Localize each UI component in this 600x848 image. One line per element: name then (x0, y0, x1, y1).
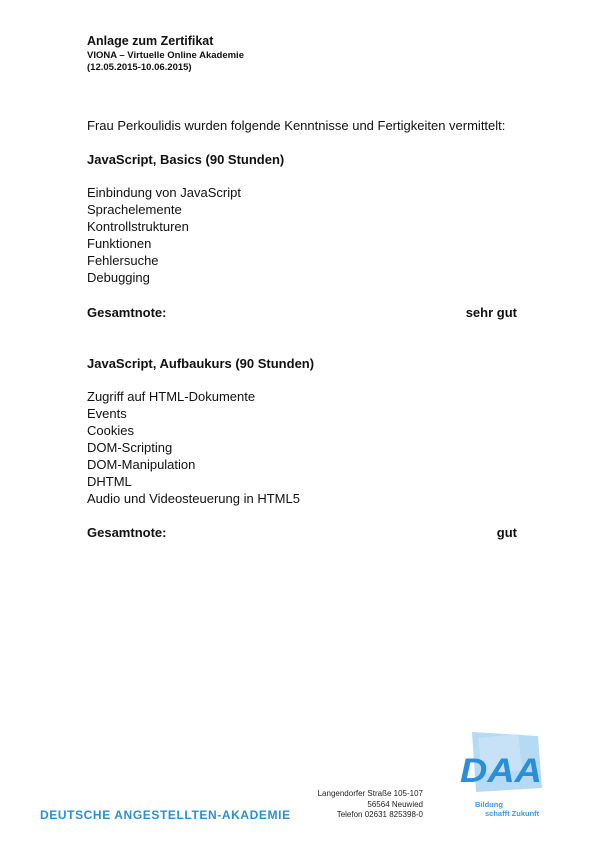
organization-name: DEUTSCHE ANGESTELLTEN-AKADEMIE (40, 808, 291, 822)
section-title-aufbaukurs: JavaScript, Aufbaukurs (90 Stunden) (87, 356, 315, 371)
list-item: Funktionen (87, 236, 152, 251)
address-city: 56564 Neuwied (367, 799, 423, 809)
svg-text:DAA: DAA (460, 752, 542, 790)
logo-tagline: Bildung schafft Zukunft (475, 800, 540, 818)
list-item: DHTML (87, 474, 132, 489)
course-period: (12.05.2015-10.06.2015) (87, 62, 192, 73)
intro-text: Frau Perkoulidis wurden folgende Kenntnisse und Fertigkeiten vermittelt: (87, 118, 506, 133)
grade-label: Gesamtnote: (87, 305, 167, 320)
list-item: Cookies (87, 423, 134, 438)
document-title: Anlage zum Zertifikat (87, 34, 214, 48)
list-item: Events (87, 406, 127, 421)
grade-value: sehr gut (465, 305, 517, 320)
daa-logo-icon (458, 730, 544, 800)
grade-label: Gesamtnote: (87, 525, 167, 540)
address-block (300, 789, 423, 821)
phone-number: Telefon 02631 825398-0 (336, 810, 423, 819)
list-item: Fehlersuche (87, 253, 159, 268)
list-item: Audio und Videosteuerung in HTML5 (87, 491, 300, 506)
address-street: Langendorfer Straße 105-107 (317, 789, 423, 798)
list-item: Debugging (87, 270, 150, 285)
grade-row-aufbaukurs (87, 525, 517, 540)
list-item: Zugriff auf HTML-Dokumente (87, 389, 256, 404)
skills-list-aufbaukurs (87, 388, 300, 507)
list-item: Einbindung von JavaScript (87, 185, 241, 200)
list-item: DOM-Scripting (87, 440, 173, 455)
list-item: Kontrollstrukturen (87, 219, 189, 234)
program-name: VIONA – Virtuelle Online Akademie (87, 50, 244, 61)
section-title-basics: JavaScript, Basics (90 Stunden) (87, 152, 285, 167)
grade-value: gut (496, 525, 517, 540)
list-item: Sprachelemente (87, 202, 182, 217)
document-subtitle (87, 50, 244, 74)
list-item: DOM-Manipulation (87, 457, 196, 472)
skills-list-basics (87, 184, 241, 286)
grade-row-basics (87, 305, 517, 320)
